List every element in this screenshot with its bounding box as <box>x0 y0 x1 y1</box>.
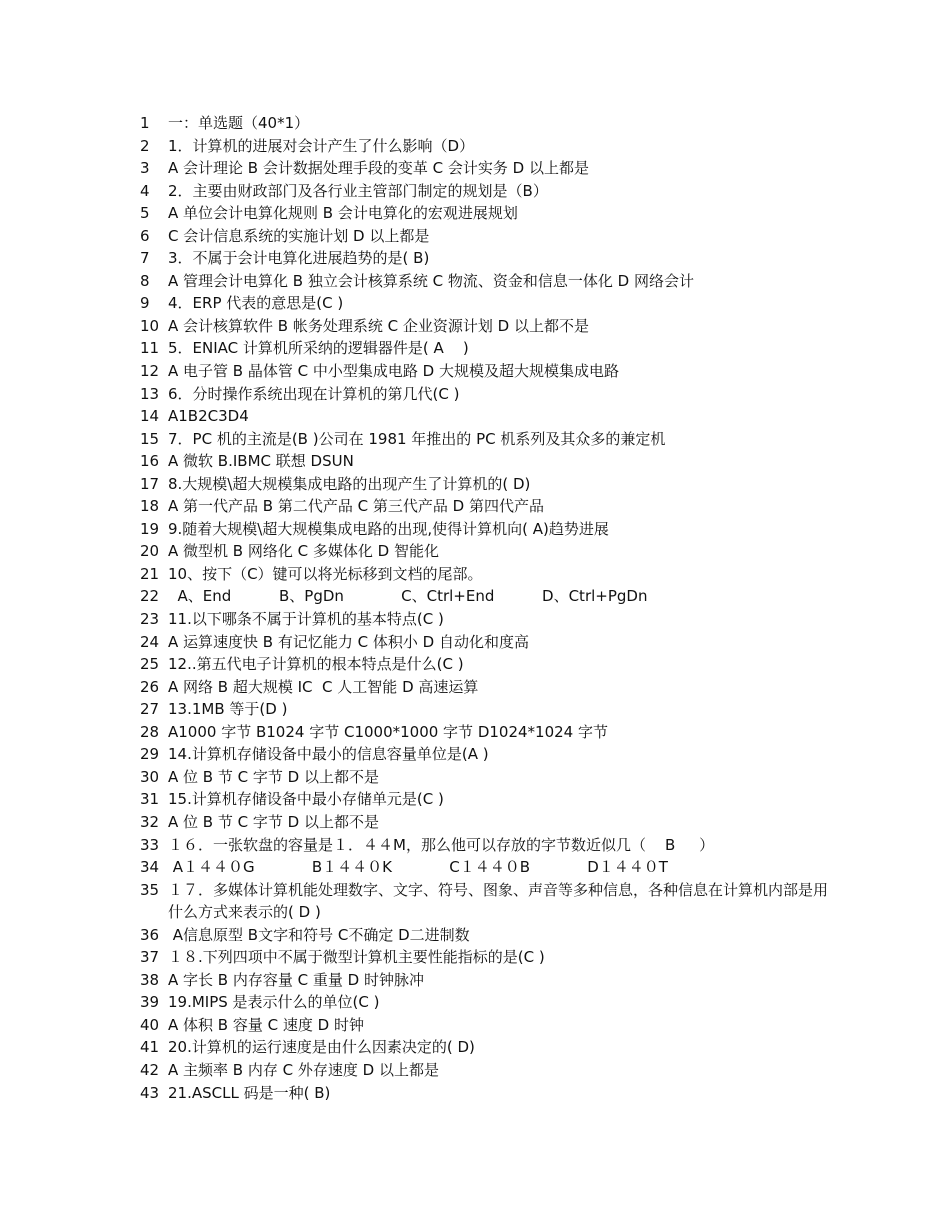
line-text: A 管理会计电算化 B 独立会计核算系统 C 物流、资金和信息一体化 D 网络会计 <box>168 271 694 290</box>
line-text: 11.以下哪条不属于计算机的基本特点(C ) <box>168 610 444 629</box>
document-line <box>140 676 840 699</box>
document-line <box>140 247 840 270</box>
document-line <box>140 1014 840 1037</box>
line-text: A 会计核算软件 B 帐务处理系统 C 企业资源计划 D 以上都不是 <box>168 316 589 335</box>
line-number: 40 <box>140 1015 160 1034</box>
document-line <box>140 653 840 676</box>
line-text: A、End B、PgDn C、Ctrl+End D、Ctrl+PgDn <box>168 587 648 606</box>
document-line <box>140 315 840 338</box>
line-text: 5．ENIAC 计算机所采纳的逻辑器件是( A ) <box>168 339 469 358</box>
document-line <box>140 225 840 248</box>
line-number: 34 <box>140 858 160 877</box>
line-number: 6 <box>140 226 150 245</box>
line-number: 30 <box>140 767 160 786</box>
line-number: 26 <box>140 677 160 696</box>
line-number: 29 <box>140 745 160 764</box>
document-line <box>140 270 840 293</box>
line-text: A 主频率 B 内存 C 外存速度 D 以上都是 <box>168 1060 439 1079</box>
line-number: 20 <box>140 542 160 561</box>
line-text: 13.1MB 等于(D ) <box>168 700 288 719</box>
line-text: 7．PC 机的主流是(B )公司在 1981 年推出的 PC 机系列及其众多的兼定机 <box>168 429 666 448</box>
document-line <box>140 383 840 406</box>
line-text: A 单位会计电算化规则 B 会计电算化的宏观进展规划 <box>168 204 518 223</box>
document-line <box>140 563 840 586</box>
line-text: 10、按下（C）键可以将光标移到文档的尾部。 <box>168 564 483 583</box>
line-text: C 会计信息系统的实施计划 D 以上都是 <box>168 226 430 245</box>
line-text: A 微软 B.IBMC 联想 DSUN <box>168 452 354 471</box>
line-number: 11 <box>140 339 160 358</box>
line-number: 22 <box>140 587 160 606</box>
document-line <box>140 608 840 631</box>
document-line <box>140 879 840 924</box>
line-text: A 网络 B 超大规模 IC C 人工智能 D 高速运算 <box>168 677 479 696</box>
document-line <box>140 969 840 992</box>
document-line <box>140 157 840 180</box>
line-text: 19.MIPS 是表示什么的单位(C ) <box>168 993 380 1012</box>
line-number: 31 <box>140 790 160 809</box>
document-line <box>140 405 840 428</box>
line-number: 38 <box>140 970 160 989</box>
document-line <box>140 518 840 541</box>
line-text: A 体积 B 容量 C 速度 D 时钟 <box>168 1015 364 1034</box>
line-number: 33 <box>140 835 160 854</box>
line-text: 12..第五代电子计算机的根本特点是什么(C ) <box>168 655 464 674</box>
line-text: A 运算速度快 B 有记忆能力 C 体积小 D 自动化和度高 <box>168 632 529 651</box>
line-number: 42 <box>140 1060 160 1079</box>
document-line <box>140 292 840 315</box>
line-text: A 位 B 节 C 字节 D 以上都不是 <box>168 767 379 786</box>
document-line <box>140 631 840 654</box>
line-number: 28 <box>140 722 160 741</box>
line-text: 一：单选题（40*1） <box>168 114 310 132</box>
document-line <box>140 811 840 834</box>
document-line <box>140 585 840 608</box>
document-line <box>140 698 840 721</box>
line-number: 12 <box>140 362 160 381</box>
line-text: 2．主要由财政部门及各行业主管部门制定的规划是（B） <box>168 181 548 200</box>
document-line <box>140 924 840 947</box>
line-number: 19 <box>140 519 160 538</box>
line-number: 16 <box>140 452 160 471</box>
line-number: 18 <box>140 497 160 516</box>
line-number: 15 <box>140 429 160 448</box>
document-line <box>140 473 840 496</box>
line-number: 41 <box>140 1038 160 1057</box>
document-line <box>140 180 840 203</box>
line-number: 39 <box>140 993 160 1012</box>
line-text: 15.计算机存储设备中最小存储单元是(C ) <box>168 790 444 809</box>
line-number: 9 <box>140 294 150 313</box>
document-line <box>140 834 840 857</box>
document-line <box>140 721 840 744</box>
line-text: 8.大规模\超大规模集成电路的出现产生了计算机的( D) <box>168 474 531 493</box>
line-text: １６．一张软盘的容量是１．４４M，那么他可以存放的字节数近似几（ B ） <box>168 835 715 854</box>
document-line <box>140 428 840 451</box>
line-text: A１４４０G B１４４０K C１４４０B D１４４０T <box>168 858 668 877</box>
line-text: A1B2C3D4 <box>168 407 249 426</box>
line-number: 5 <box>140 204 150 223</box>
line-number: 17 <box>140 474 160 493</box>
document-line <box>140 1036 840 1059</box>
document-line <box>140 450 840 473</box>
document-line <box>140 946 840 969</box>
document-line <box>140 337 840 360</box>
line-number: 4 <box>140 181 150 200</box>
line-number: 2 <box>140 136 150 155</box>
line-number: 32 <box>140 812 160 831</box>
line-text: 9.随着大规模\超大规模集成电路的出现,使得计算机向( A)趋势进展 <box>168 519 609 538</box>
line-number: 13 <box>140 384 160 403</box>
document-line <box>140 135 840 158</box>
line-number: 8 <box>140 271 150 290</box>
line-text: 1．计算机的进展对会计产生了什么影响（D） <box>168 136 475 155</box>
line-number: 3 <box>140 159 150 178</box>
line-number: 7 <box>140 249 150 268</box>
line-text: A1000 字节 B1024 字节 C1000*1000 字节 D1024*1024 字节 <box>168 722 608 741</box>
document-line <box>140 112 840 135</box>
line-text: １７．多媒体计算机能处理数字、文字、符号、图象、声音等多种信息，各种信息在计算机内部是用什么方式来表示的( D ) <box>168 880 829 922</box>
line-number: 21 <box>140 564 160 583</box>
line-number: 35 <box>140 880 160 899</box>
line-text: 6．分时操作系统出现在计算机的第几代(C ) <box>168 384 460 403</box>
line-number: 14 <box>140 407 160 426</box>
line-text: A 字长 B 内存容量 C 重量 D 时钟脉冲 <box>168 970 424 989</box>
line-text: A 位 B 节 C 字节 D 以上都不是 <box>168 812 379 831</box>
document-line <box>140 360 840 383</box>
line-text: A 微型机 B 网络化 C 多媒体化 D 智能化 <box>168 542 439 561</box>
line-number: 27 <box>140 700 160 719</box>
line-number: 36 <box>140 925 160 944</box>
line-text: １８.下列四项中不属于微型计算机主要性能指标的是(C ) <box>168 948 545 967</box>
document-line <box>140 766 840 789</box>
document-line <box>140 1082 840 1105</box>
line-text: 21.ASCLL 码是一种( B) <box>168 1083 331 1102</box>
line-text: A信息原型 B文字和符号 C不确定 D二进制数 <box>168 925 470 944</box>
line-number: 23 <box>140 610 160 629</box>
document-line <box>140 540 840 563</box>
line-number: 37 <box>140 948 160 967</box>
document-line <box>140 991 840 1014</box>
line-number: 43 <box>140 1083 160 1102</box>
document-line <box>140 856 840 879</box>
line-number: 24 <box>140 632 160 651</box>
line-text: A 第一代产品 B 第二代产品 C 第三代产品 D 第四代产品 <box>168 497 544 516</box>
question-list <box>140 112 840 1104</box>
line-number: 10 <box>140 316 160 335</box>
line-text: A 会计理论 B 会计数据处理手段的变革 C 会计实务 D 以上都是 <box>168 159 589 178</box>
line-number: 1 <box>140 114 150 132</box>
line-text: 3．不属于会计电算化进展趋势的是( B) <box>168 249 430 268</box>
document-line <box>140 1059 840 1082</box>
line-text: A 电子管 B 晶体管 C 中小型集成电路 D 大规模及超大规模集成电路 <box>168 362 619 381</box>
line-text: 4．ERP 代表的意思是(C ) <box>168 294 344 313</box>
line-text: 20.计算机的运行速度是由什么因素决定的( D) <box>168 1038 475 1057</box>
document-line <box>140 202 840 225</box>
line-number: 25 <box>140 655 160 674</box>
document-line <box>140 743 840 766</box>
line-text: 14.计算机存储设备中最小的信息容量单位是(A ) <box>168 745 489 764</box>
document-line <box>140 495 840 518</box>
document-line <box>140 788 840 811</box>
